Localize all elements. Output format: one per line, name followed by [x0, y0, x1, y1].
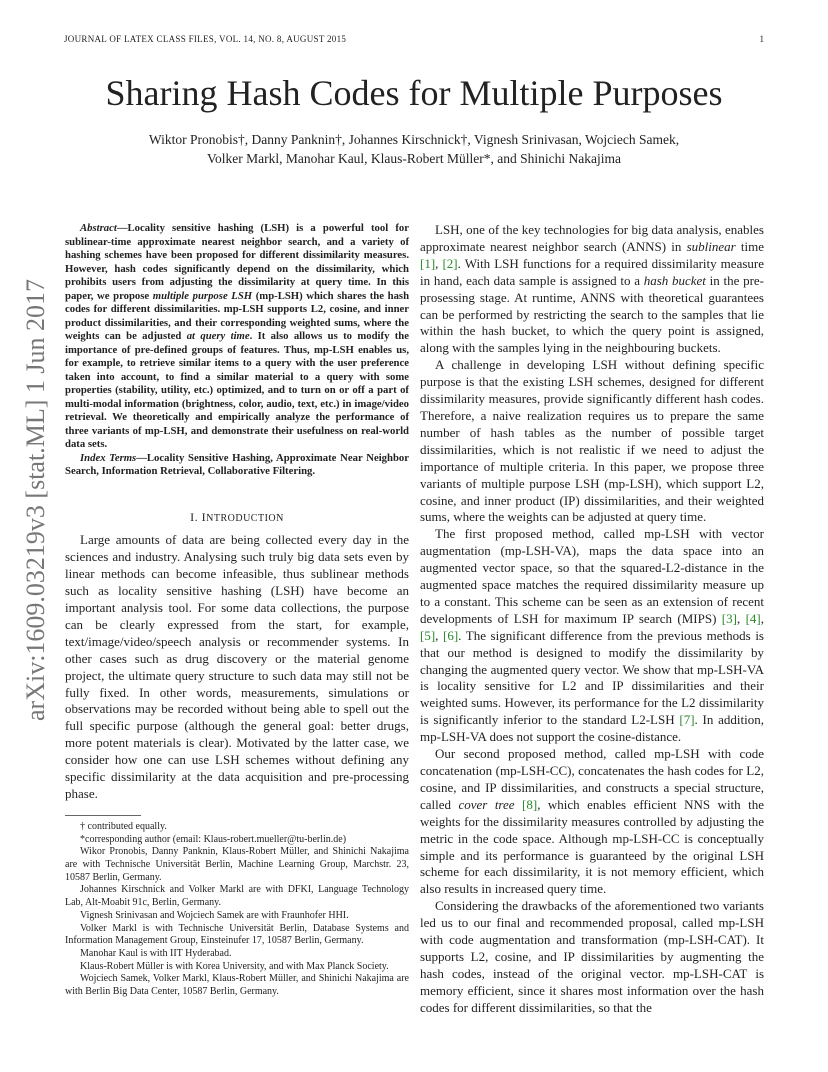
section-heading-introduction: I. INTRODUCTION: [190, 509, 284, 524]
citation-link[interactable]: [3]: [721, 610, 737, 626]
footnote: Wojciech Samek, Volker Markl, Klaus-Robert Müller, and Shinichi Nakajima are with Berlin Big Data Center, 10587 Berlin, Germany.: [65, 973, 409, 998]
footnote: *corresponding author (email: Klaus-robert.mueller@tu-berlin.de): [80, 833, 347, 845]
arxiv-stamp-text: arXiv:1609.03219v3 [stat.ML] 1 Jun 2017: [21, 279, 50, 721]
footnotes: [65, 815, 409, 999]
body-paragraph: The first proposed method, called mp-LSH with vector augmentation (mp-LSH-VA), maps the data space into an augmented vector space, so that the squared-L2-distance in the augmented space matches the required dissimilarity measure up to a constant. This scheme can be seen as an extension of recent developments of LSH for maximum IP search (MIPS) [3], [4], [5], [6]. The significant difference from the previous methods is that our method is designed to modify the dissimilarity by changing the augmented query vector. We show that mp-LSH-VA is locality sensitive for L2 and IP dissimilarities and their weighted sums. However, its performance for the L2 dissimilarity is significantly inferior to the standard L2-LSH [7]. In addition, mp-LSH-VA does not support the cosine-distance.: [420, 526, 765, 745]
author-line-1: Wiktor Pronobis†, Danny Panknin†, Johannes Kirschnick†, Vignesh Srinivasan, Wojciech Samek,: [148, 132, 680, 147]
index-terms: Index Terms—Locality Sensitive Hashing, Approximate Near Neighbor Search, Information Retrieval, Collaborative Filtering.: [65, 451, 409, 477]
author-list: [64, 130, 764, 168]
citation-link[interactable]: [1]: [420, 255, 436, 271]
citation-link[interactable]: [6]: [443, 627, 459, 643]
footnote-rule: [65, 815, 141, 816]
citation-link[interactable]: [4]: [745, 610, 761, 626]
footnote: Klaus-Robert Müller is with Korea University, and with Max Planck Society.: [80, 960, 389, 972]
body-paragraph: Considering the drawbacks of the aforementioned two variants led us to our final and recommended proposal, called mp-LSH with code augmentation and transformation (mp-LSH-CAT). It supports L2, cosine, and IP dissimilarities by augmenting the hash codes, instead of the original vector. mp-LSH-CAT is memory efficient, since it shares most information over the hash codes for different dissimilarities, so that the: [420, 898, 764, 1015]
left-column: [65, 222, 409, 999]
page-number: 1: [759, 34, 764, 44]
abstract-label: Abstract: [80, 222, 117, 234]
footnote: Manohar Kaul is with IIT Hyderabad.: [80, 947, 232, 959]
body-paragraph: A challenge in developing LSH without defining specific purpose is that the existing LSH schemes, designed for different dissimilarity measures, provide significantly different hash codes. Therefore, a naive realization requires us to prepare the same number of hash tables as the number of possible target dissimilarities, which is not realistic if we need to adjust the importance of multiple criteria. In this paper, we propose three variants of multiple purpose LSH (mp-LSH), which support L2, cosine, and inner product (IP) dissimilarities, and their weighted sums, where the weights can be adjusted at query time.: [420, 357, 764, 525]
paper-title: Sharing Hash Codes for Multiple Purposes: [105, 73, 723, 113]
citation-link[interactable]: [8]: [522, 796, 538, 812]
intro-paragraph: Large amounts of data are being collected every day in the sciences and industry. Analysing such truly big data sets even by linear methods can become infeasible, thus sublinear methods such as locality sensitive hashing (LSH) have become an important analysis tool. For some data collections, the purpose can be clearly expressed from the start, for example, text/image/video/speech analysis or recommender systems. In other cases such as drug discovery or the material genome project, the ultimate query structure to such data may still not be fully fixed. In other words, measurements, simulations or observations may be recorded without being able to spell out the full specific purpose (although the general goal: better drugs, more potent materials is clear). Motivated by the latter case, we consider how one can use LSH schemes without defining any specific dissimilarity at the data acquisition and pre-processing phase.: [65, 532, 409, 801]
footnote: Wikor Pronobis, Danny Panknin, Klaus-Robert Müller, and Shinichi Nakajima are with Technische Universität Berlin, Machine Learning Group, Marchstr. 23, 10587 Berlin, Germany.: [65, 846, 409, 883]
citation-link[interactable]: [7]: [679, 712, 695, 728]
citation-link[interactable]: [5]: [420, 627, 436, 643]
arxiv-stamp: [16, 279, 56, 721]
body-paragraph: LSH, one of the key technologies for big data analysis, enables approximate nearest neighbor search (ANNS) in sublinear time [1], [2]. With LSH functions for a required dissimilarity measure in hand, each data sample is assigned to a hash bucket in the pre-prosessing stage. At runtime, ANNS with theoretical guarantees can be performed by restricting the search to the samples that lie within the hash bucket, to which the query point is assigned, along with the samples lying in the neighbouring buckets.: [420, 222, 765, 356]
footnote: † contributed equally.: [80, 820, 167, 832]
citation-link[interactable]: [2]: [442, 255, 458, 271]
footnote: Johannes Kirschnick and Volker Markl are with DFKI, Language Technology Lab, Alt-Moabit 91c, Berlin, Germany.: [65, 884, 409, 909]
author-line-2: Volker Markl, Manohar Kaul, Klaus-Robert Müller*, and Shinichi Nakajima: [206, 151, 622, 166]
footnote: Volker Markl is with Technische Universität Berlin, Database Systems and Information Management Group, Einsteinufer 17, 10587 Berlin, Germany.: [65, 922, 409, 947]
abstract: Abstract—Locality sensitive hashing (LSH) is a powerful tool for sublinear-time approximate nearest neighbor search, and a variety of hashing schemes have been proposed for different dissimilarity measures. However, hash codes significantly depend on the dissimilarity, which prohibits users from adjusting the dissimilarity at query time. In this paper, we propose multiple purpose LSH (mp-LSH) which shares the hash codes for different dissimilarities. mp-LSH supports L2, cosine, and inner product dissimilarities, and their corresponding weighted sums, where the weights can be adjusted at query time. It also allows us to modify the importance of pre-defined groups of features. Thus, mp-LSH enables us, for example, to retrieve similar items to a query with the user preference taken into account, to find a similar material to a query with some properties (stability, utility, etc.) optimized, and to turn on or off a part of multi-modal information (brightness, color, audio, text, etc.) in image/video retrieval. We theoretically and empirically analyze the performance of three variants of mp-LSH, and demonstrate their usefulness on real-world data sets.: [65, 222, 410, 450]
journal-header: JOURNAL OF LATEX CLASS FILES, VOL. 14, NO. 8, AUGUST 2015: [64, 34, 347, 44]
right-column: [420, 222, 764, 1017]
footnote: Vignesh Srinivasan and Wojciech Samek are with Fraunhofer HHI.: [80, 909, 349, 921]
index-terms-label: Index Terms: [80, 451, 137, 464]
body-paragraph: Our second proposed method, called mp-LSH with code concatenation (mp-LSH-CC), concatenates the hash codes for L2, cosine, and IP dissimilarities, and constructs a special structure, called cover tree [8], which enables efficient NNS with the weights for the dissimilarity measures controlled by adjusting the metric in the code space. Although mp-LSH-CC is conceptually simple and its performance is guaranteed by the original LSH scheme for each dissimilarity, it is not memory efficient, which also results in increased query time.: [420, 746, 765, 897]
